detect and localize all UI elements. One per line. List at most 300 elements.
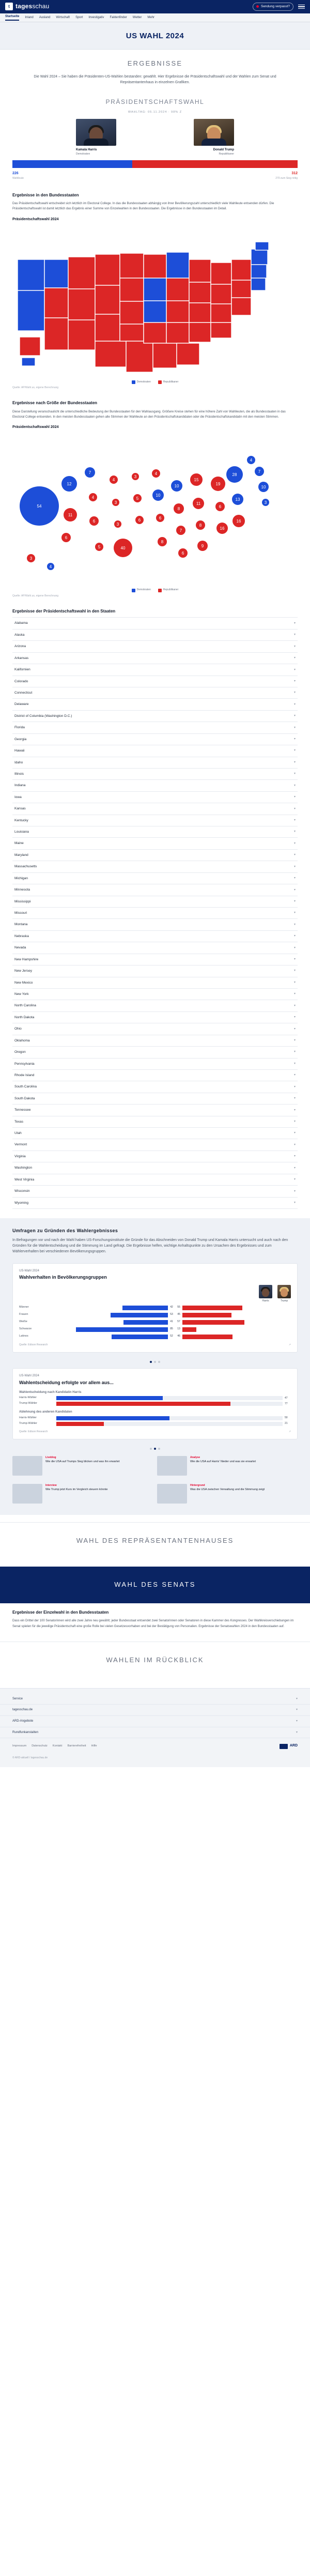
electoral-bar-dem (12, 160, 132, 168)
top-header-bar (0, 0, 310, 13)
chevron-down-icon[interactable]: ▾ (293, 714, 296, 718)
state-name: North Carolina (14, 1004, 36, 1008)
footer-links (12, 1744, 97, 1749)
svg-text:11: 11 (196, 501, 201, 507)
share-icon[interactable]: ↗ (288, 1430, 291, 1433)
poll-group-row (19, 1402, 291, 1406)
svg-text:16: 16 (220, 526, 225, 531)
chevron-down-icon[interactable]: ▾ (293, 702, 296, 706)
electoral-votes-dem: 226 (12, 172, 19, 176)
svg-text:6: 6 (92, 519, 96, 524)
main-navigation (0, 13, 310, 22)
footer-row-label: tagesschau.de (12, 1708, 33, 1712)
svg-text:19: 19 (215, 482, 221, 487)
state-row[interactable] (12, 908, 298, 919)
state-name: Oklahoma (14, 1038, 30, 1042)
us-bubble-svg (12, 436, 298, 586)
state-row[interactable] (12, 1116, 298, 1128)
state-name: Tennessee (14, 1108, 31, 1112)
site-footer (0, 1688, 310, 1767)
svg-text:28: 28 (232, 472, 237, 478)
svg-text:6: 6 (219, 504, 222, 510)
state-row[interactable] (12, 1059, 298, 1070)
svg-text:4: 4 (91, 495, 95, 500)
live-status-pill[interactable] (253, 3, 293, 10)
state-row[interactable] (12, 745, 298, 757)
teaser-title: Wie die USA auf Trumps Sieg blicken und was ihn erwartet (45, 1460, 120, 1464)
state-row[interactable] (12, 896, 298, 908)
poll-row (19, 1335, 291, 1339)
svg-text:40: 40 (120, 546, 126, 551)
svg-text:7: 7 (88, 470, 91, 476)
chevron-down-icon[interactable]: ▾ (296, 1708, 298, 1712)
state-name: Maine (14, 841, 24, 846)
chevron-down-icon[interactable]: ▾ (293, 645, 296, 648)
svg-text:10: 10 (174, 484, 179, 489)
map1-body: Das Präsidentschaftswahl entscheidet sich letztlich im Electoral College. In das die Bundesstaaten abhängig von ihrer Bevölkerungszahl unterschiedlich viele Wahlleute entsenden dürfen. Die Präsidentschaftswahl ist damit letztlich das Ergebnis einer Summe von Einzelwahlen in den Bundesstaaten. Die Ergebnisse in den Bundesstaaten im Detail. (12, 202, 274, 211)
state-row[interactable] (12, 699, 298, 710)
state-name: South Dakota (14, 1096, 35, 1100)
teaser-item[interactable] (12, 1456, 153, 1476)
state-name: Texas (14, 1120, 23, 1124)
state-name: North Dakota (14, 1015, 35, 1019)
footer-row-0[interactable] (0, 1694, 310, 1705)
svg-text:5: 5 (136, 496, 139, 501)
carousel-dots[interactable] (0, 1358, 310, 1363)
state-name: New York (14, 992, 29, 996)
chevron-down-icon[interactable]: ▾ (293, 923, 296, 926)
state-row[interactable] (12, 989, 298, 1000)
state-row[interactable] (12, 769, 298, 780)
nav-item-8[interactable]: Mehr (147, 16, 155, 19)
teaser-thumb-2 (157, 1456, 187, 1476)
chevron-down-icon[interactable]: ▾ (293, 1004, 296, 1007)
chevron-down-icon[interactable]: ▾ (293, 1074, 296, 1077)
candidate-name: Kamala Harris (76, 148, 97, 152)
map2-caption: Präsidentschaftswahl 2024 (12, 425, 59, 430)
chevron-down-icon[interactable]: ▾ (293, 969, 296, 973)
state-row[interactable] (12, 1198, 298, 1209)
trump-photo (194, 119, 234, 146)
state-row[interactable] (12, 792, 298, 803)
state-row[interactable] (12, 618, 298, 629)
chevron-down-icon[interactable]: ▾ (293, 633, 296, 637)
footer-row-1[interactable] (0, 1705, 310, 1716)
poll-bar-rep (182, 1313, 231, 1317)
state-accordion-list (12, 617, 298, 1209)
poll-value-dem: 53 (170, 1313, 173, 1316)
state-row[interactable] (12, 757, 298, 769)
state-row[interactable] (12, 664, 298, 676)
chevron-down-icon[interactable]: ▾ (293, 679, 296, 683)
state-row[interactable] (12, 931, 298, 942)
chevron-down-icon[interactable]: ▾ (293, 934, 296, 938)
poll-value-dem: 42 (170, 1306, 173, 1309)
carousel-dots-2[interactable] (0, 1445, 310, 1450)
chevron-down-icon[interactable]: ▾ (296, 1730, 298, 1734)
state-row[interactable] (12, 1151, 298, 1162)
nav-item-7[interactable]: Wetter (132, 16, 142, 19)
poll-row-label: Schwarze (19, 1327, 32, 1331)
teaser-category: Analyse (190, 1456, 200, 1460)
share-icon[interactable]: ↗ (288, 1343, 291, 1346)
state-row[interactable] (12, 641, 298, 652)
poll-row-label: Latinos (19, 1335, 28, 1338)
state-name: Nebraska (14, 934, 29, 938)
state-row[interactable] (12, 630, 298, 641)
band-retrospect: WAHLEN IM RÜCKBLICK (0, 1642, 310, 1679)
chevron-down-icon[interactable]: ▾ (293, 760, 296, 764)
poll-value-dem: 52 (170, 1335, 173, 1338)
footer-row-3[interactable] (0, 1727, 310, 1739)
band-senate: WAHL DES SENATS (0, 1567, 310, 1603)
state-row[interactable] (12, 780, 298, 791)
senate-block-title: Ergebnisse der Einzelwahl in den Bundesstaaten (12, 1609, 109, 1615)
state-row[interactable] (12, 687, 298, 699)
svg-text:15: 15 (194, 478, 199, 483)
chevron-down-icon[interactable]: ▾ (293, 1120, 296, 1123)
svg-text:4: 4 (250, 458, 253, 463)
state-row[interactable] (12, 1047, 298, 1058)
state-name: Mississippi (14, 899, 31, 903)
poll-value-dem: 85 (170, 1327, 173, 1331)
state-name: Michigan (14, 876, 28, 880)
ard-logo[interactable] (280, 1743, 298, 1749)
state-name: Massachusetts (14, 865, 37, 869)
state-row[interactable] (12, 1081, 298, 1093)
legend-label-dem: Demokraten (136, 380, 151, 384)
chevron-down-icon[interactable]: ▾ (293, 772, 296, 776)
state-name: Washington (14, 1166, 33, 1170)
nav-item-2[interactable]: Ausland (39, 16, 51, 19)
site-logo[interactable] (5, 2, 49, 11)
harris-photo (76, 119, 116, 146)
chevron-down-icon[interactable]: ▾ (293, 738, 296, 741)
footer-link[interactable]: Kontakt (52, 1744, 63, 1747)
footer-link[interactable]: Impressum (12, 1744, 27, 1747)
svg-text:9: 9 (201, 544, 204, 549)
teaser-item[interactable] (12, 1484, 153, 1504)
state-name: Pennsylvania (14, 1062, 35, 1066)
poll-row-label: Weiße (19, 1320, 27, 1324)
state-row[interactable] (12, 676, 298, 687)
chevron-down-icon[interactable]: ▾ (293, 656, 296, 660)
chevron-down-icon[interactable]: ▾ (293, 841, 296, 845)
poll-group-bar (56, 1396, 163, 1400)
svg-text:16: 16 (236, 519, 241, 524)
state-name: South Carolina (14, 1085, 37, 1089)
card-eyebrow: US-Wahl 2024 (19, 1269, 39, 1272)
svg-text:3: 3 (134, 474, 137, 480)
state-name: Kansas (14, 807, 26, 811)
nav-item-3[interactable]: Wirtschaft (56, 16, 70, 19)
chevron-down-icon[interactable]: ▾ (293, 1166, 296, 1170)
state-name: New Jersey (14, 969, 32, 973)
state-name: Iowa (14, 795, 22, 799)
results-heading: ERGEBNISSE (127, 59, 183, 67)
state-row[interactable] (12, 838, 298, 849)
chevron-down-icon[interactable]: ▾ (293, 877, 296, 880)
chevron-down-icon[interactable]: ▾ (293, 784, 296, 787)
poll-value-rep: 57 (177, 1320, 180, 1324)
card-candidate-icons (19, 1285, 291, 1303)
state-name: Missouri (14, 911, 27, 915)
teaser-item[interactable] (157, 1484, 298, 1504)
svg-text:6: 6 (65, 535, 68, 541)
electoral-result-bar (0, 156, 310, 170)
nav-item-5[interactable]: Investigativ (88, 16, 104, 19)
chevron-down-icon[interactable]: ▾ (293, 1085, 296, 1088)
chevron-down-icon[interactable]: ▾ (293, 911, 296, 915)
chevron-down-icon[interactable]: ▾ (293, 1108, 296, 1112)
state-name: Colorado (14, 679, 28, 683)
state-row[interactable] (12, 965, 298, 977)
poll-group-bar (56, 1416, 169, 1420)
poll-card-groups (12, 1263, 298, 1353)
state-row[interactable] (12, 711, 298, 722)
teaser-item[interactable] (157, 1456, 298, 1476)
state-name: Delaware (14, 702, 29, 707)
us-choropleth-map (12, 228, 298, 378)
poll-bar-dem (123, 1320, 168, 1325)
state-name: Connecticut (14, 691, 33, 695)
polls-section (0, 1218, 310, 1515)
svg-text:6: 6 (138, 518, 141, 523)
state-row[interactable] (12, 919, 298, 930)
chevron-down-icon[interactable]: ▾ (293, 958, 296, 961)
card-title: Wahlverhalten in Bevölkerungsgruppen (19, 1275, 107, 1280)
state-name: Vermont (14, 1143, 27, 1147)
state-name: Arizona (14, 645, 26, 649)
poll-group-bar (56, 1402, 230, 1406)
state-row[interactable] (12, 803, 298, 815)
state-row[interactable] (12, 1000, 298, 1011)
page-title: US WAHL 2024 (126, 32, 184, 40)
chevron-down-icon[interactable]: ▾ (293, 1131, 296, 1135)
svg-text:10: 10 (261, 485, 266, 490)
state-row[interactable] (12, 1023, 298, 1035)
state-name: Kentucky (14, 818, 28, 822)
chevron-down-icon[interactable]: ▾ (293, 1178, 296, 1182)
state-row[interactable] (12, 722, 298, 733)
poll-value-rep: 13 (177, 1327, 180, 1331)
poll-value-dem: 41 (170, 1320, 173, 1324)
legend-label-dem: Demokraten (136, 588, 151, 592)
chevron-down-icon[interactable]: ▾ (293, 1039, 296, 1042)
poll-group-value: 21 (285, 1422, 288, 1425)
state-name: Oregon (14, 1050, 26, 1054)
senate-states-block (0, 1603, 310, 1634)
state-name: Arkansas (14, 656, 29, 660)
nav-item-1[interactable]: Inland (25, 16, 34, 19)
svg-text:6: 6 (181, 551, 184, 556)
poll-row (19, 1306, 291, 1310)
state-row[interactable] (12, 826, 298, 838)
chevron-down-icon[interactable]: ▾ (293, 992, 296, 996)
live-dot-icon (256, 5, 259, 8)
candidate-party: Demokraten (76, 152, 90, 156)
svg-text:3: 3 (264, 500, 267, 505)
nav-item-0[interactable]: Startseite (5, 14, 19, 21)
nav-item-6[interactable]: Faktenfinder (110, 16, 127, 19)
state-row[interactable] (12, 653, 298, 664)
nav-item-4[interactable]: Sport (75, 16, 83, 19)
chevron-down-icon[interactable]: ▾ (293, 691, 296, 695)
poll-group-row (19, 1416, 291, 1420)
chevron-down-icon[interactable]: ▾ (293, 1201, 296, 1204)
chevron-down-icon[interactable]: ▾ (293, 749, 296, 753)
candidate-party: Republikaner (219, 152, 234, 156)
svg-text:3: 3 (114, 500, 117, 505)
svg-text:8: 8 (177, 507, 180, 512)
poll-bar-dem (76, 1327, 168, 1332)
teaser-row-bottom (0, 1478, 310, 1506)
chevron-down-icon[interactable]: ▾ (293, 1189, 296, 1193)
state-row[interactable] (12, 942, 298, 954)
state-name: Maryland (14, 853, 28, 857)
chevron-down-icon[interactable]: ▾ (293, 946, 296, 949)
state-name: Idaho (14, 760, 23, 764)
state-row[interactable] (12, 1186, 298, 1197)
state-name: Wisconsin (14, 1189, 30, 1193)
state-row[interactable] (12, 850, 298, 861)
svg-text:54: 54 (37, 504, 42, 509)
presidential-subheading: WAHLTAG: 05.11.2024 · 98% Z (128, 111, 182, 114)
candidate-row (0, 119, 310, 156)
state-name: Rhode Island (14, 1073, 35, 1077)
chevron-down-icon[interactable]: ▾ (293, 668, 296, 671)
chevron-down-icon[interactable]: ▾ (293, 1155, 296, 1158)
results-lede: Die Wahl 2024 – Sie haben die Präsidenten-US-Wahlen bestanden: gewählt. Hier Ergebnisse die Präsidentschaftswahl und der Wahlen zum Senat und Repräsentantenhaus in einzelnen Grafiken. (34, 74, 276, 84)
footer-link[interactable]: Hilfe (91, 1744, 97, 1747)
poll-group-value: 77 (285, 1402, 288, 1405)
state-row[interactable] (12, 884, 298, 896)
chevron-down-icon[interactable]: ▾ (293, 621, 296, 625)
chevron-down-icon[interactable]: ▾ (293, 1016, 296, 1019)
svg-text:4: 4 (49, 564, 52, 570)
state-row[interactable] (12, 977, 298, 989)
poll-group-value: 50 (285, 1416, 288, 1420)
poll-group-title: Wahlentscheidung nach Kandidatin Harris (19, 1390, 82, 1394)
state-row[interactable] (12, 873, 298, 884)
svg-text:3: 3 (116, 522, 119, 527)
brand-name-main: tages (16, 3, 33, 10)
legend-label-rep: Republikaner (163, 380, 179, 384)
map1-legend (0, 378, 310, 385)
chevron-down-icon[interactable]: ▾ (293, 819, 296, 822)
state-row[interactable] (12, 1139, 298, 1151)
electoral-bar-footnotes (0, 176, 310, 186)
svg-text:3: 3 (29, 556, 33, 561)
chevron-down-icon[interactable]: ▾ (293, 853, 296, 857)
poll-group-title: Ablehnung des anderen Kandidaten (19, 1410, 72, 1414)
poll-bar-dem (112, 1335, 168, 1339)
card-source: Quelle: Edison Research (19, 1430, 48, 1433)
chevron-down-icon[interactable]: ▾ (293, 980, 296, 984)
card-title: Wahlentscheidung erfolgte vor allem aus... (19, 1379, 114, 1385)
chevron-down-icon[interactable]: ▾ (293, 1050, 296, 1054)
poll-row (19, 1327, 291, 1332)
teaser-title: Was die USA zwischen Verwaltung und die Stimmung zeigt (190, 1488, 265, 1492)
poll-value-rep: 55 (177, 1306, 180, 1309)
teaser-title: Wie Trump jetzt Kurs im Vergleich steuern könnte (45, 1488, 108, 1492)
teaser-category: Hintergrund (190, 1484, 205, 1488)
us-bubble-map (12, 436, 298, 586)
poll-bar-rep (182, 1320, 244, 1325)
poll-group-label: Trump-Wähler (19, 1402, 37, 1405)
chevron-down-icon[interactable]: ▾ (293, 830, 296, 834)
state-row[interactable] (12, 1105, 298, 1116)
teaser-title: Wie die USA auf Harris' Nieder und was sie erwartet (190, 1460, 256, 1464)
svg-text:13: 13 (235, 497, 240, 502)
state-name: New Hampshire (14, 957, 39, 961)
state-row[interactable] (12, 1012, 298, 1023)
svg-text:8: 8 (199, 523, 202, 528)
chevron-down-icon[interactable]: ▾ (293, 795, 296, 799)
state-row[interactable] (12, 1093, 298, 1105)
bar-note-left: Wahlleute (12, 177, 24, 180)
state-row[interactable] (12, 1070, 298, 1081)
chevron-down-icon[interactable]: ▾ (296, 1697, 298, 1700)
card-source: Quelle: Edison Research (19, 1343, 48, 1346)
poll-value-rep: 46 (177, 1335, 180, 1338)
chevron-down-icon[interactable]: ▾ (293, 1143, 296, 1146)
poll-group-row (19, 1422, 291, 1426)
poll-row (19, 1313, 291, 1317)
chevron-down-icon[interactable]: ▾ (293, 1062, 296, 1065)
state-name: Louisiana (14, 830, 29, 834)
chevron-down-icon[interactable]: ▾ (293, 888, 296, 892)
state-name: Montana (14, 923, 28, 927)
burger-menu-icon[interactable] (298, 5, 305, 9)
state-row[interactable] (12, 1162, 298, 1174)
poll-group-label: Harris-Wähler (19, 1396, 37, 1400)
state-row[interactable] (12, 815, 298, 826)
chevron-down-icon[interactable]: ▾ (293, 807, 296, 810)
chevron-down-icon[interactable]: ▾ (293, 865, 296, 868)
candidate-name: Donald Trump (213, 148, 234, 152)
poll-bar-rep (182, 1335, 233, 1339)
chevron-down-icon[interactable]: ▾ (293, 899, 296, 903)
brand-name-sub: schau (32, 3, 50, 10)
state-row[interactable] (12, 734, 298, 745)
svg-text:6: 6 (159, 516, 162, 521)
legend-label-rep: Republikaner (163, 588, 179, 592)
presidential-heading: PRÄSIDENTSCHAFTSWAHL (105, 98, 205, 105)
footer-row-2[interactable] (0, 1716, 310, 1727)
footer-link[interactable]: Barrierefreiheit (67, 1744, 86, 1747)
chevron-down-icon[interactable]: ▾ (296, 1720, 298, 1723)
chevron-down-icon[interactable]: ▾ (293, 726, 296, 729)
poll-group-label: Harris-Wähler (19, 1416, 37, 1419)
state-name: Georgia (14, 737, 27, 741)
state-row[interactable] (12, 954, 298, 965)
state-row[interactable] (12, 1035, 298, 1047)
card-eyebrow: US-Wahl 2024 (19, 1374, 39, 1377)
teaser-row-top (0, 1450, 310, 1478)
footer-link[interactable]: Datenschutz (32, 1744, 48, 1747)
state-row[interactable] (12, 861, 298, 872)
live-label: Sendung verpasst? (260, 5, 290, 9)
state-name: New Mexico (14, 980, 33, 985)
chevron-down-icon[interactable]: ▾ (293, 1097, 296, 1100)
footer-row-label: Service (12, 1697, 23, 1700)
state-name: West Virginia (14, 1177, 35, 1182)
state-row[interactable] (12, 1128, 298, 1139)
state-name: Indiana (14, 784, 26, 788)
state-row[interactable] (12, 1174, 298, 1186)
chevron-down-icon[interactable]: ▾ (293, 1027, 296, 1031)
